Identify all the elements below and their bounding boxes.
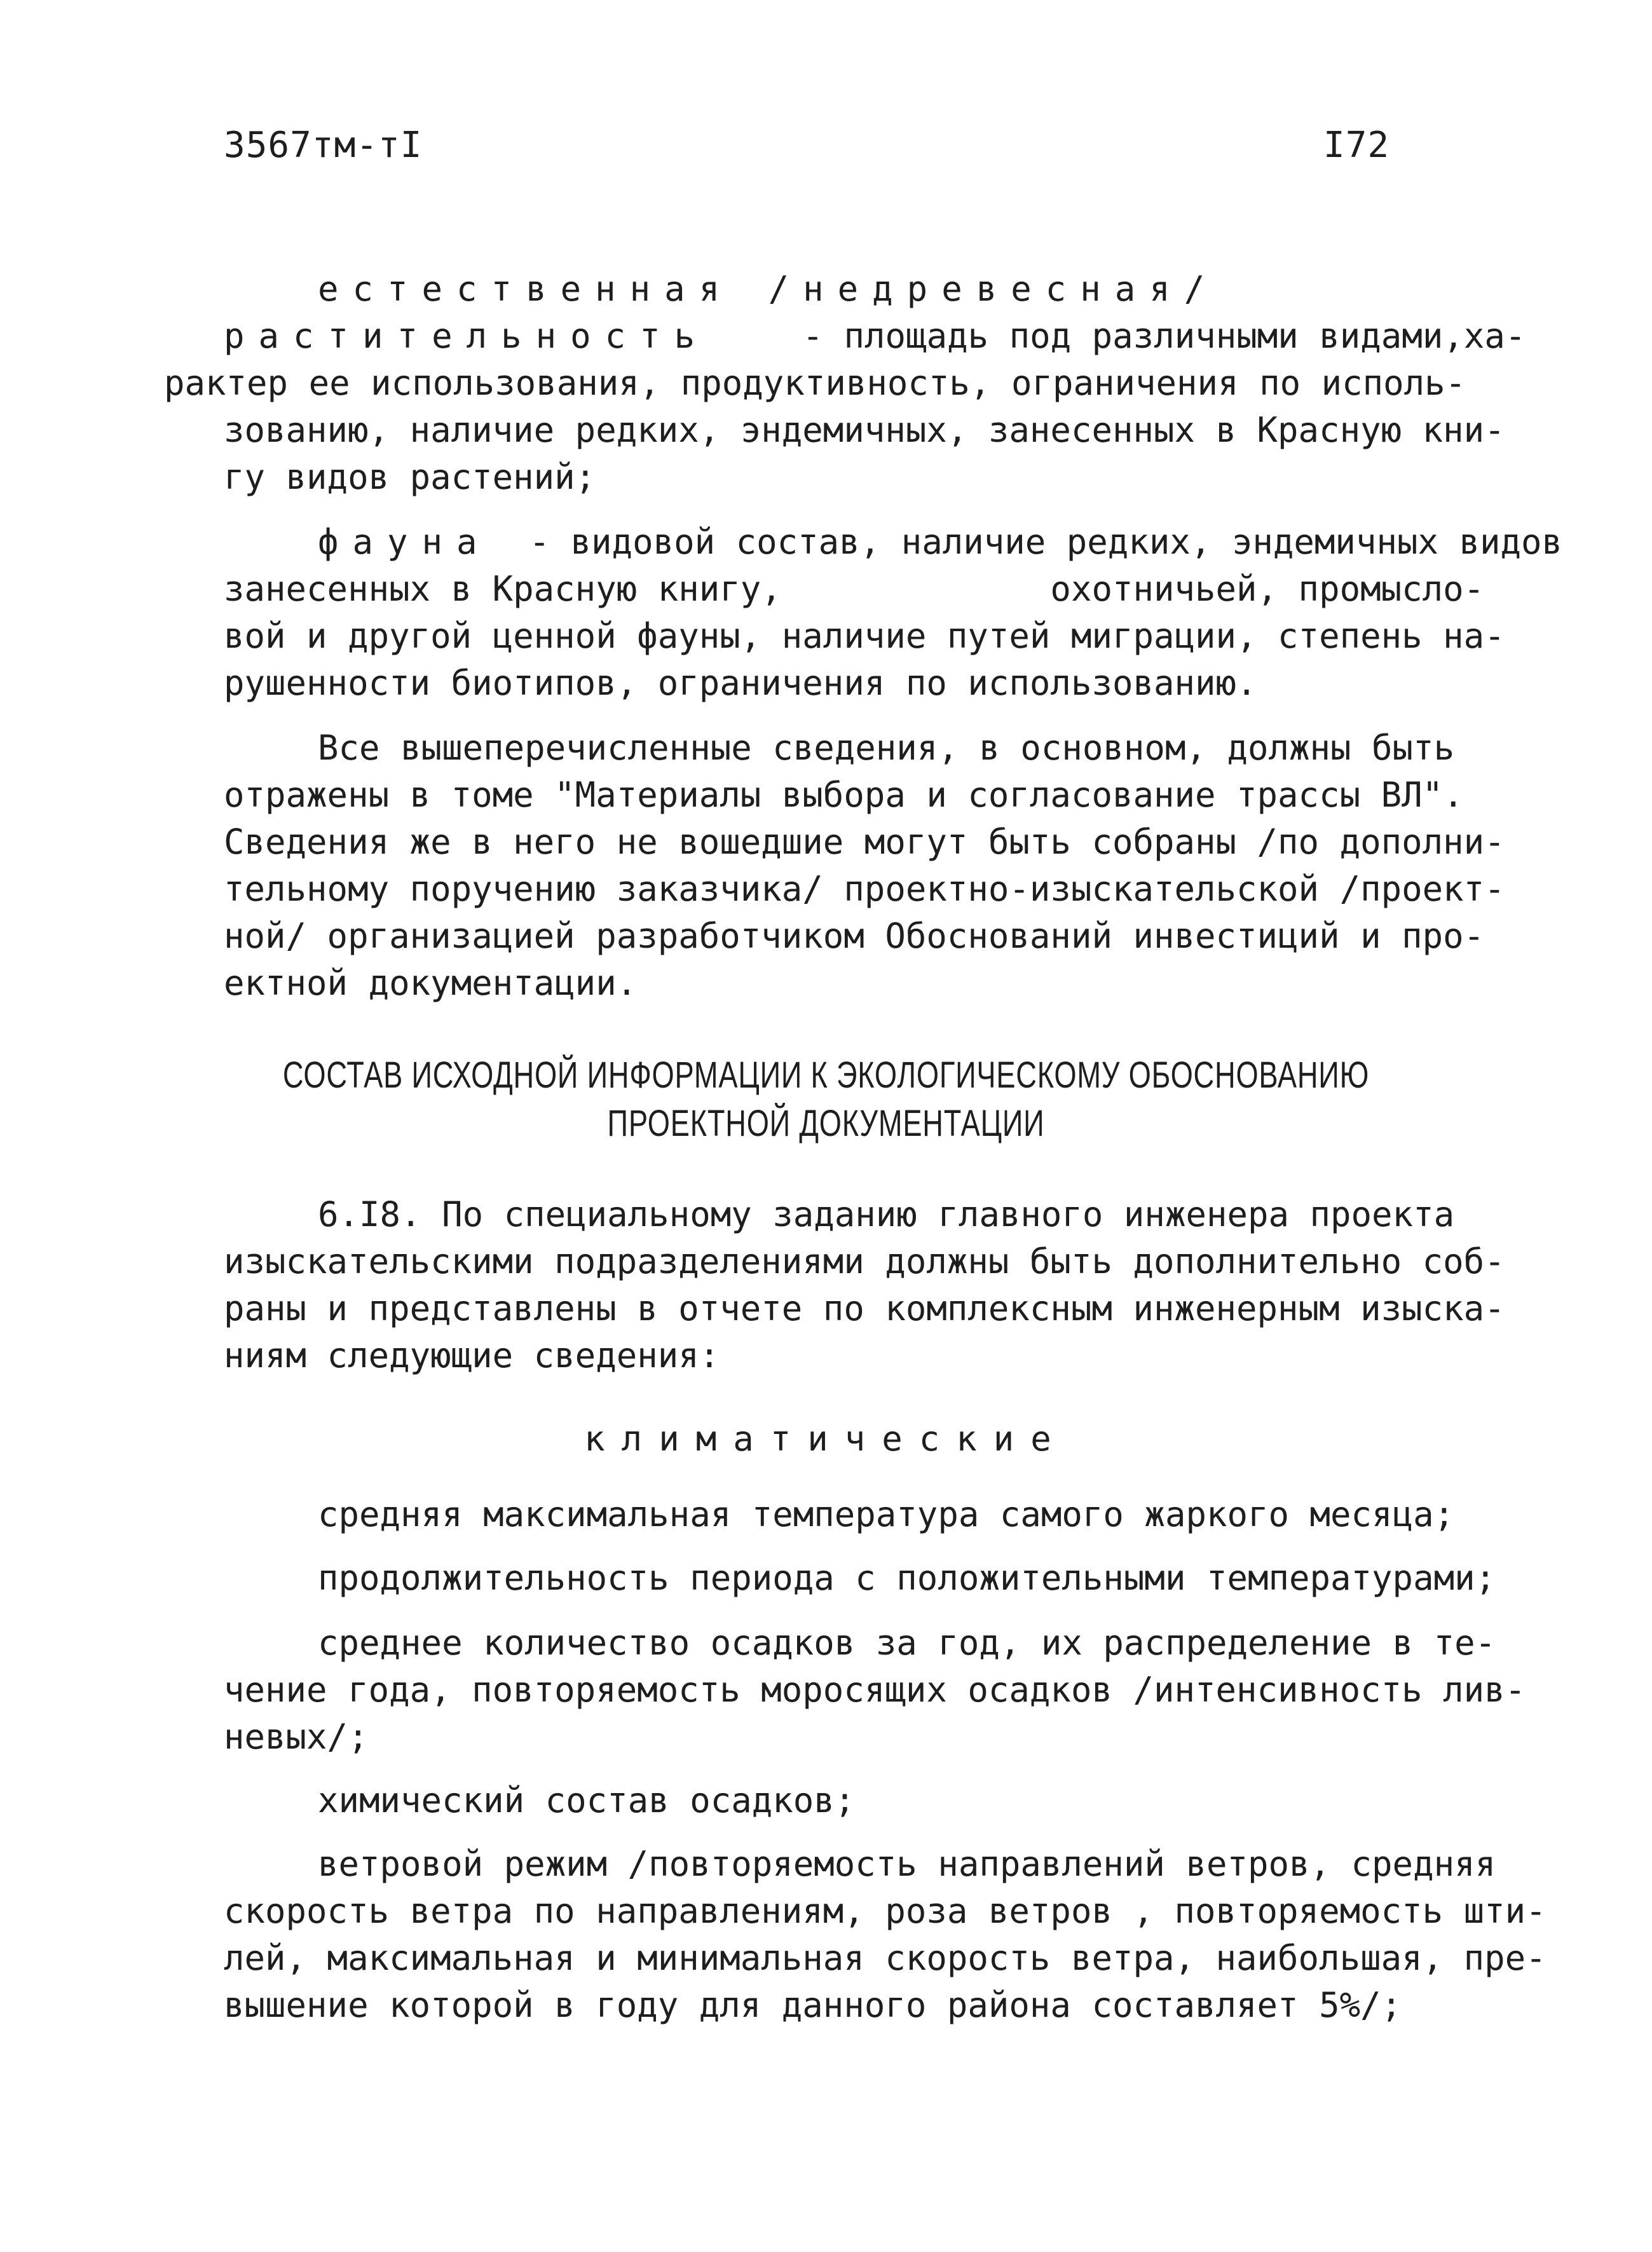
section-heading-line-1: СОСТАВ ИСХОДНОЙ ИНФОРМАЦИИ К ЭКОЛОГИЧЕСКОМУ ОБОСНОВАНИЮ [282,1054,1370,1096]
climatic-item-4: химический состав осадков; [318,1780,856,1820]
flora-line-2: рактер ее использования, продуктивность, ограничения по исполь- [164,363,1466,403]
summary-line-3: Сведения же в него не вошедшие могут быть собраны /по дополни- [224,822,1505,862]
climatic-item-3-line-2: чение года, повторяемость моросящих осадков /интенсивность лив- [224,1670,1526,1710]
summary-line-2: отражены в томе "Материалы выбора и согласование трассы ВЛ". [224,775,1464,815]
fauna-line-2: занесенных в Красную книгу, охотничьей, промысло- [224,569,1485,609]
clause-line-2: изыскательскими подразделениями должны быть дополнительно соб- [224,1241,1505,1281]
fauna-term: фауна [318,522,491,562]
clause-line-3: раны и представлены в отчете по комплексным инженерным изыска- [224,1288,1505,1328]
fauna-line-1: - видовой состав, наличие редких, эндемичных видов [509,522,1563,562]
climatic-item-5-line-3: лей, максимальная и минимальная скорость ветра, наибольшая, пре- [224,1938,1546,1978]
summary-line-5: ной/ организацией разработчиком Обоснований инвестиций и про- [224,916,1485,956]
section-heading-line-2: ПРОЕКТНОЙ ДОКУМЕНТАЦИИ [607,1103,1045,1144]
flora-line-4: гу видов растений; [224,457,596,497]
summary-line-1: Все вышеперечисленные сведения, в основном, должны быть [318,728,1455,768]
flora-line-3: зованию, наличие редких, эндемичных, занесенных в Красную кни- [224,410,1505,450]
fauna-line-4: рушенности биотипов, ограничения по использованию. [224,663,1257,703]
flora-term: естественная /недревесная/ [318,269,1219,309]
climatic-item-3-line-1: среднее количество осадков за год, их распределение в те- [318,1623,1496,1663]
document-code: 3567тм-тI [224,125,423,166]
climatic-item-5-line-4: вышение которой в году для данного района составляет 5%/; [224,1985,1402,2025]
summary-line-6: ектной документации. [224,963,638,1003]
summary-line-4: тельному поручению заказчика/ проектно-изыскательской /проект- [224,869,1505,909]
climatic-item-5-line-1: ветровой режим /повторяемость направлений ветров, средняя [318,1844,1496,1884]
page-number: I72 [1323,125,1390,166]
clause-line-1: 6.I8. По специальному заданию главного инженера проекта [318,1194,1455,1234]
climatic-item-2: продолжительность периода с положительными температурами; [318,1558,1496,1598]
climatic-item-3-line-3: невых/; [224,1717,369,1757]
climatic-subheading: климатические [584,1419,1068,1459]
flora-line-1: - площадь под различными видами,ха- [782,316,1526,356]
fauna-line-3: вой и другой ценной фауны, наличие путей миграции, степень на- [224,616,1505,656]
climatic-item-5-line-2: скорость ветра по направлениям, роза ветров , повторяемость шти- [224,1891,1546,1931]
climatic-item-1: средняя максимальная температура самого жаркого месяца; [318,1494,1455,1534]
flora-term-2: растительность [224,316,709,356]
clause-line-4: ниям следующие сведения: [224,1335,720,1375]
